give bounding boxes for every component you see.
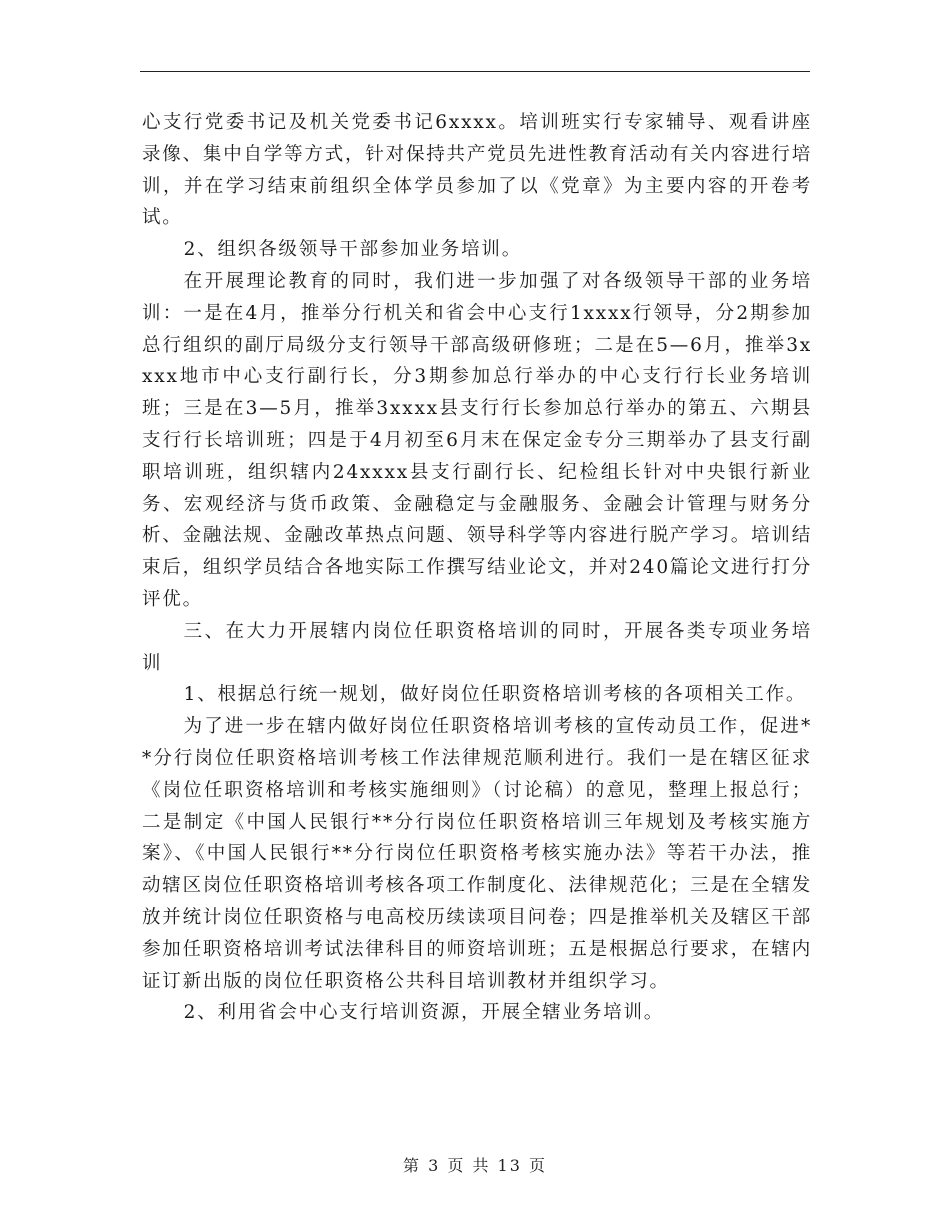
page-footer: 第 3 页 共 13 页 [403, 1156, 547, 1175]
paragraph-5: 1、根据总行统一规划，做好岗位任职资格培训考核的各项相关工作。 [183, 684, 807, 706]
header-rule [140, 71, 810, 72]
paragraph-4: 三、在大力开展辖内岗位任职资格培训的同时，开展各类专项业务培训 [142, 620, 812, 674]
paragraph-2: 2、组织各级领导干部参加业务培训。 [183, 239, 522, 261]
paragraph-3: 在开展理论教育的同时，我们进一步加强了对各级领导干部的业务培训：一是在4月，推举分行机关和省会中心支行1xxxx行领导，分2期参加总行组织的副厅局级分支行领导干部高级研修班；二是在5—6月，推举3xxxx地市中心支行副行长，分3期参加总行举办的中心支行行长业务培训班；三是在3—5月，推举3xxxx县支行行长参加总行举办的第五、六期县支行行长培训班；四是于4月初至6月末在保定金专分三期举办了县支行副职培训班，组织辖内24xxxx县支行副行长、纪检组长针对中央银行新业务、宏观经济与货币政策、金融稳定与金融服务、金融会计管理与财务分析、金融法规、金融改革热点问题、领导科学等内容进行脱产学习。培训结束后，组织学员结合各地实际工作撰写结业论文，并对240篇论文进行打分评优。 [142, 270, 813, 610]
paragraph-7: 2、利用省会中心支行培训资源，开展全辖业务培训。 [183, 1002, 665, 1024]
paragraph-1: 心支行党委书记及机关党委书记6xxxx。培训班实行专家辅导、观看讲座录像、集中自学等方式，针对保持共产党员先进性教育活动有关内容进行培训，并在学习结束前组织全体学员参加了以《党章》为主要内容的开卷考试。 [142, 112, 812, 229]
document-body [142, 107, 812, 1029]
paragraph-6: 为了进一步在辖内做好岗位任职资格培训考核的宣传动员工作，促进**分行岗位任职资格培训考核工作法律规范顺利进行。我们一是在辖区征求《岗位任职资格培训和考核实施细则》（讨论稿）的意见，整理上报总行；二是制定《中国人民银行**分行岗位任职资格培训三年规划及考核实施方案》、《中国人民银行**分行岗位任职资格考核实施办法》等若干办法，推动辖区岗位任职资格培训考核各项工作制度化、法律规范化；三是在全辖发放并统计岗位任职资格与电高校历续读项目问卷；四是推举机关及辖区干部参加任职资格培训考试法律科目的师资培训班；五是根据总行要求，在辖内证订新出版的岗位任职资格公共科目培训教材并组织学习。 [142, 716, 812, 992]
